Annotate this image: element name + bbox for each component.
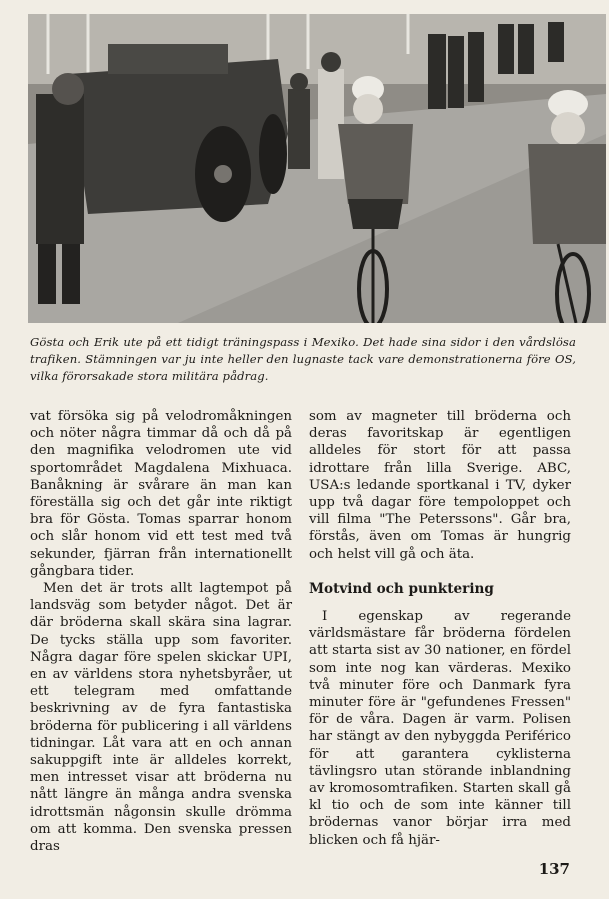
paragraph: som av magneter till bröderna och deras favoritskap är egentligen alldeles för stort för att passa idrottare från lilla Sverige. ABC, USA:s ledande sportkanal i TV, dyker upp två dagar före tempoloppet och vill filma "The Peterssons". Går bra, förstås, även om Tomas är hungrig och helst vill gå och äta. bbox=[309, 409, 571, 562]
photo-cyclists bbox=[28, 14, 606, 323]
photo-cyclists-icon bbox=[28, 14, 606, 323]
text-column-right bbox=[309, 408, 571, 849]
paragraph: vat försöka sig på velodromåkningen och nöter några timmar då och då på den magnifika velodromen ute vid sportområdet Magdalena Mixhuaca. Banåkning är svårare än man kan föreställa sig och det går inte riktigt bra för Gösta. Tomas sparrar honom och slår honom vid ett test med två sekunder, fjärran från internationellt gångbara tider. bbox=[30, 409, 292, 579]
section-heading: Motvind och punktering bbox=[309, 580, 494, 597]
text-column-left bbox=[30, 408, 292, 855]
paragraph: Men det är trots allt lagtempot på landsväg som betyder något. Det är där bröderna skall skära sina lagrar. De tycks ställa upp som favoriter. Några dagar före spelen skickar UPI, en av världens stora nyhetsbyråer, ut ett telegram med omfattande beskrivning av de fyra fantastiska bröderna för publicering i all världens tidningar. Låt vara att en och annan sakuppgift inte är alldeles korrekt, men intresset visar att bröderna nu nått längre än många andra svenska idrottsmän någonsin skulle drömma om att komma. Den svenska pressen dras bbox=[30, 581, 292, 855]
paragraph: I egenskap av regerande världsmästare får bröderna fördelen att starta sist av 30 nationer, en fördel som inte nog kan värderas. Mexiko två minuter före och Danmark fyra minuter före är "gefundenes Fressen" för de våra. Dagen är varm. Polisen har stängt av den nybyggda Periférico för att garantera cyklisterna tävlingsro utan störande inblandning av kromosomtrafiken. Starten skall gå kl tio och de som inte känner till brödernas vanor börjar irra med blicken och få hjär- bbox=[309, 609, 571, 848]
page-number: 137 bbox=[538, 860, 570, 878]
photo-caption: Gösta och Erik ute på ett tidigt träningspass i Mexiko. Det hade sina sidor i den vårdslösa trafiken. Stämningen var ju inte heller den lugnaste tack vare demonstrationerna före OS, vilka förorsakade stora militära pådrag. bbox=[30, 335, 576, 383]
